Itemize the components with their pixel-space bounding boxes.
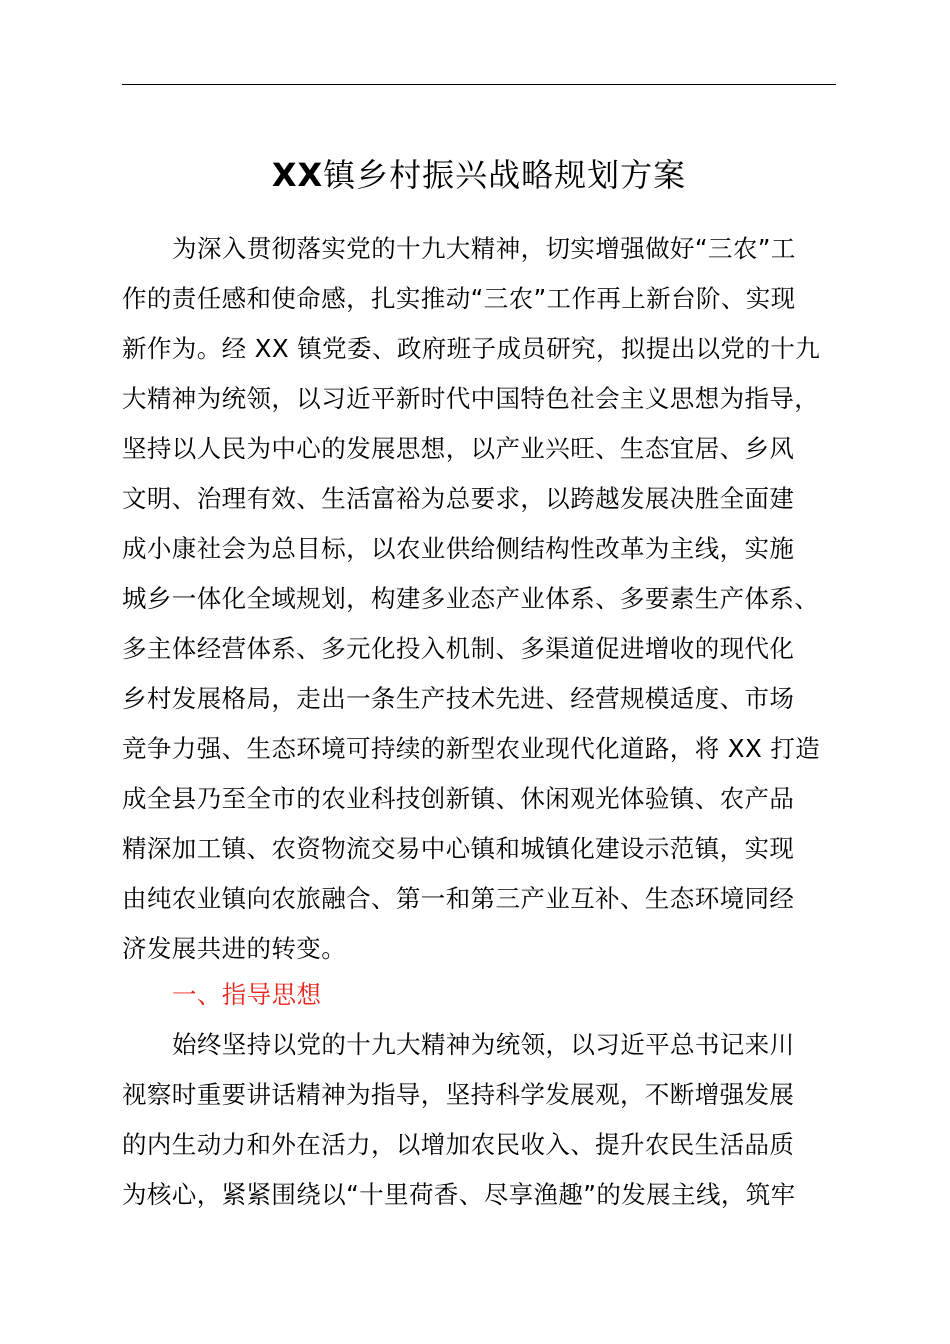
- paragraph-1-line: 由纯农业镇向农旅融合、第一和第三产业互补、生态环境同经: [122, 884, 795, 913]
- paragraph-1-line: 为深入贯彻落实党的十九大精神，切实增强做好“三农”工: [172, 234, 796, 263]
- paragraph-1-line: 成小康社会为总目标，以农业供给侧结构性改革为主线，实施: [122, 534, 795, 563]
- paragraph-2-line: 始终坚持以党的十九大精神为统领，以习近平总书记来川: [172, 1030, 795, 1059]
- paragraph-2-line: 视察时重要讲话精神为指导，坚持科学发展观，不断增强发展: [122, 1080, 795, 1109]
- paragraph-1-line: 新作为。经 XX 镇党委、政府班子成员研究，拟提出以党的十九: [122, 334, 821, 363]
- header-rule: [122, 84, 836, 85]
- paragraph-1-line: 多主体经营体系、多元化投入机制、多渠道促进增收的现代化: [122, 634, 795, 663]
- title-rest: 镇乡村振兴战略规划方案: [323, 156, 687, 194]
- paragraph-1-line: 竞争力强、生态环境可持续的新型农业现代化道路，将 XX 打造: [122, 734, 821, 763]
- paragraph-2-line: 的内生动力和外在活力，以增加农民收入、提升农民生活品质: [122, 1130, 795, 1159]
- paragraph-1-line: 精深加工镇、农资物流交易中心镇和城镇化建设示范镇，实现: [122, 834, 795, 863]
- paragraph-1-line: 大精神为统领，以习近平新时代中国特色社会主义思想为指导，: [122, 384, 820, 413]
- title-latin: XX: [271, 156, 324, 194]
- paragraph-1-line: 文明、治理有效、生活富裕为总要求，以跨越发展决胜全面建: [122, 484, 795, 513]
- paragraph-1-line: 作的责任感和使命感，扎实推动“三农”工作再上新台阶、实现: [122, 284, 796, 313]
- paragraph-1-line: 城乡一体化全域规划，构建多业态产业体系、多要素生产体系、: [122, 584, 820, 613]
- paragraph-1-line: 成全县乃至全市的农业科技创新镇、休闲观光体验镇、农产品: [122, 784, 795, 813]
- section-heading: 一、指导思想: [172, 980, 322, 1009]
- paragraph-1-line: 坚持以人民为中心的发展思想，以产业兴旺、生态宜居、乡风: [122, 434, 795, 463]
- paragraph-1-line: 济发展共进的转变。: [122, 934, 347, 963]
- document-title: [122, 150, 836, 200]
- paragraph-1-line: 乡村发展格局，走出一条生产技术先进、经营规模适度、市场: [122, 684, 795, 713]
- paragraph-2-line: 为核心，紧紧围绕以“十里荷香、尽享渔趣”的发展主线，筑牢: [122, 1180, 796, 1209]
